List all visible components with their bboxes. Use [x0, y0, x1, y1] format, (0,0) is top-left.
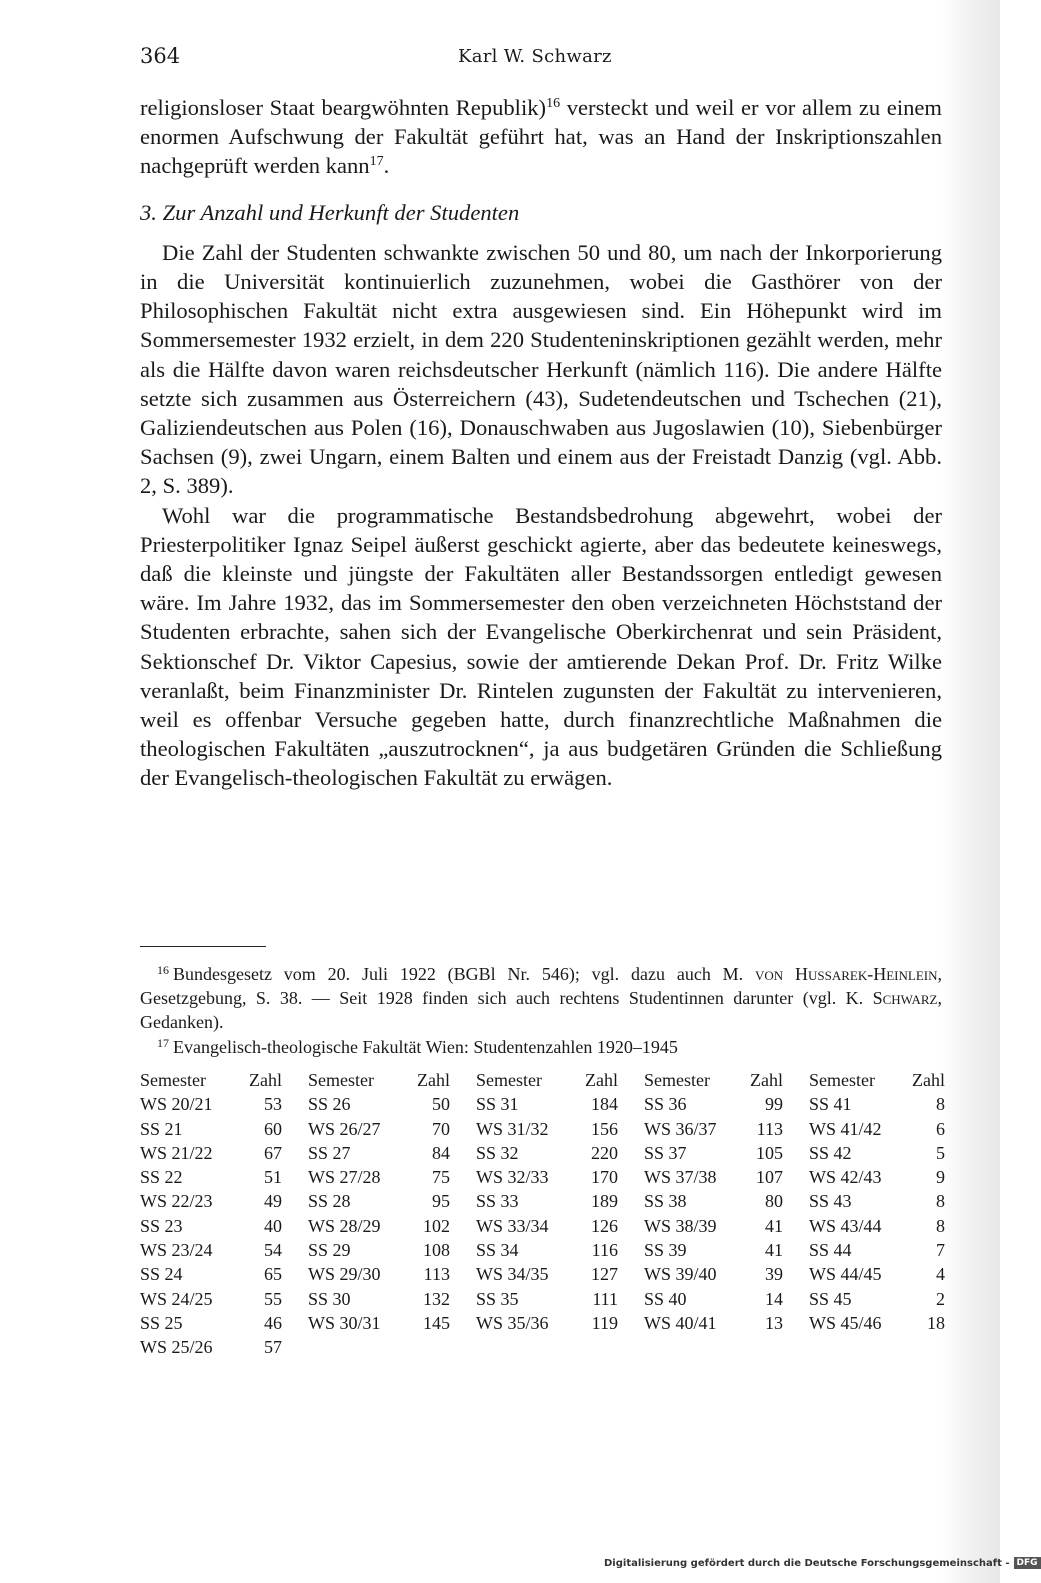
table-header-row: Semester Zahl — [308, 1070, 450, 1090]
table-row: SS 40 14 — [644, 1288, 783, 1309]
paragraph-3: Wohl war die programmatische Bestandsbedrohung abgewehrt, wobei der Priesterpolitiker Ignaz Seipel äußerst geschickt agierte, aber das bedeutete keineswegs, daß die kleinste und jüngste der Fakultäten aller Bestandssorgen entledigt gewesen wäre. Im Jahre 1932, das im Sommersemester den oben verzeichneten Höchststand der Studenten erbrachte, sahen sich der Evangelische Oberkirchenrat und sein Präsident, Sektionschef Dr. Viktor Capesius, sowie der amtierende Dekan Prof. Dr. Fritz Wilke veranlaßt, beim Finanzminister Dr. Rintelen zugunsten der Fakultät zu intervenieren, weil es offenbar Versuche gegeben hatte, durch finanzrechtliche Maßnahmen die theologischen Fakultäten „auszutrocknen“, ja aus budgetären Gründen die Schließung der Evangelisch-theologischen Fakultät zu erwägen. — [140, 502, 942, 791]
table-row: WS 41/42 6 — [809, 1118, 945, 1139]
table-row: SS 45 2 — [809, 1288, 945, 1309]
section-heading: 3. Zur Anzahl und Herkunft der Studenten — [140, 199, 520, 225]
table-row: SS 32 220 — [476, 1142, 618, 1163]
footnote-mark-16: 16 — [157, 963, 169, 977]
footnote-divider — [140, 946, 266, 947]
table-row: WS 36/37 113 — [644, 1118, 783, 1139]
table-row: WS 34/35 127 — [476, 1264, 618, 1285]
table-row: SS 38 80 — [644, 1191, 783, 1212]
table-header-row: Semester Zahl — [140, 1070, 282, 1090]
table-column — [476, 1068, 644, 1360]
table-row: SS 34 116 — [476, 1240, 618, 1261]
table-row: SS 23 40 — [140, 1215, 282, 1236]
table-row: WS 30/31 145 — [308, 1312, 450, 1333]
table-header-row: Semester Zahl — [476, 1070, 618, 1090]
dfg-logo: DFG — [1014, 1557, 1041, 1569]
table-row: SS 21 60 — [140, 1118, 282, 1139]
table-row: SS 37 105 — [644, 1142, 783, 1163]
table-row: SS 25 46 — [140, 1312, 282, 1333]
table-row: WS 20/21 53 — [140, 1094, 282, 1115]
author-name: von Hussarek-Heinlein — [755, 964, 938, 984]
table-row: WS 39/40 39 — [644, 1264, 783, 1285]
table-row: WS 38/39 41 — [644, 1215, 783, 1236]
author-name: Schwarz — [872, 988, 938, 1009]
table-row: SS 27 84 — [308, 1142, 450, 1163]
table-row: SS 26 50 — [308, 1094, 450, 1115]
table-header-row: Semester Zahl — [644, 1070, 783, 1090]
footnote-ref-17: 17 — [369, 154, 384, 170]
table-row: SS 39 41 — [644, 1240, 783, 1261]
table-row: WS 32/33 170 — [476, 1167, 618, 1188]
running-head: Karl W. Schwarz — [458, 46, 612, 67]
page-number: 364 — [140, 44, 181, 68]
table-row: WS 27/28 75 — [308, 1167, 450, 1188]
table-header-row: Semester Zahl — [809, 1070, 945, 1090]
digitization-footer — [604, 1557, 1041, 1569]
table-row: WS 22/23 49 — [140, 1191, 282, 1212]
footnote-17: $^{17}$ Evangelisch-theologische Fakultät Wien: Studentenzahlen 1920–1945 — [157, 1035, 678, 1057]
table-row: WS 42/43 9 — [809, 1167, 945, 1188]
table-row: WS 44/45 4 — [809, 1264, 945, 1285]
table-row: SS 28 95 — [308, 1191, 450, 1212]
table-row: WS 26/27 70 — [308, 1118, 450, 1139]
student-numbers-table — [140, 1068, 945, 1360]
body-text — [140, 93, 942, 793]
footnote-mark-17: 17 — [157, 1035, 169, 1050]
table-column — [809, 1068, 945, 1360]
table-row: WS 33/34 126 — [476, 1215, 618, 1236]
digitization-text: Digitalisierung gefördert durch die Deutsche Forschungsgemeinschaft - — [604, 1558, 1010, 1569]
paragraph-2: Die Zahl der Studenten schwankte zwischen 50 und 80, um nach der Inkorporierung in die Universität kontinuierlich zuzunehmen, wobei die Gasthörer von der Philosophischen Fakultät nicht extra ausgewiesen sind. Ein Höhepunkt wird im Sommersemester 1932 erzielt, in dem 220 Studenteninskriptionen gezählt werden, mehr als die Hälfte davon waren reichsdeutscher Herkunft (nämlich 116). Die andere Hälfte setzte sich zusammen aus Österreichern (43), Sudetendeutschen und Tschechen (21), Galiziendeutschen aus Polen (16), Donauschwaben aus Jugoslawien (10), Siebenbürger Sachsen (9), zwei Ungarn, einem Balten und einem aus der Freistadt Danzig (vgl. Abb. 2, S. 389). — [140, 239, 942, 499]
table-row: WS 29/30 113 — [308, 1264, 450, 1285]
table-row: SS 24 65 — [140, 1264, 282, 1285]
table-row: WS 43/44 8 — [809, 1215, 945, 1236]
table-column — [308, 1068, 476, 1360]
table-row: WS 21/22 67 — [140, 1142, 282, 1163]
table-row: WS 40/41 13 — [644, 1312, 783, 1333]
table-row: WS 25/26 57 — [140, 1337, 282, 1358]
table-row: WS 45/46 18 — [809, 1312, 945, 1333]
page-header — [140, 44, 940, 74]
table-row: WS 31/32 156 — [476, 1118, 618, 1139]
table-row: WS 28/29 102 — [308, 1215, 450, 1236]
table-column — [644, 1068, 809, 1360]
table-row: SS 22 51 — [140, 1167, 282, 1188]
table-row: SS 35 111 — [476, 1288, 618, 1309]
paragraph-1: religionsloser Staat beargwöhnten Republik)$^{16}$ versteckt und weil er vor allem zu einem enormen Aufschwung der Fakultät geführt hat, was an Hand der Inskriptionszahlen nachgeprüft werden kann$^{17}$. — [140, 95, 942, 179]
table-row: SS 33 189 — [476, 1191, 618, 1212]
table-row: WS 23/24 54 — [140, 1240, 282, 1261]
table-row: WS 24/25 55 — [140, 1288, 282, 1309]
table-column — [140, 1068, 308, 1360]
table-row: SS 41 8 — [809, 1094, 945, 1115]
table-row: WS 35/36 119 — [476, 1312, 618, 1333]
table-row: SS 42 5 — [809, 1142, 945, 1163]
table-row: SS 44 7 — [809, 1240, 945, 1261]
table-row: SS 36 99 — [644, 1094, 783, 1115]
table-row: SS 31 184 — [476, 1094, 618, 1115]
table-row: SS 30 132 — [308, 1288, 450, 1309]
table-row: SS 43 8 — [809, 1191, 945, 1212]
footnote-ref-16: 16 — [546, 96, 561, 111]
footnote-16: $^{16}$ Bundesgesetz vom 20. Juli 1922 (BGBl Nr. 546); vgl. dazu auch M. von Hussarek-Heinlein, Gesetzgebung, S. 38. — Seit 1928 finden sich auch rechtens Studentinnen darunter (vgl. K. Schwarz, Gedanken). — [140, 963, 942, 1033]
table-row: WS 37/38 107 — [644, 1167, 783, 1188]
footnotes — [140, 962, 942, 1059]
table-row: SS 29 108 — [308, 1240, 450, 1261]
